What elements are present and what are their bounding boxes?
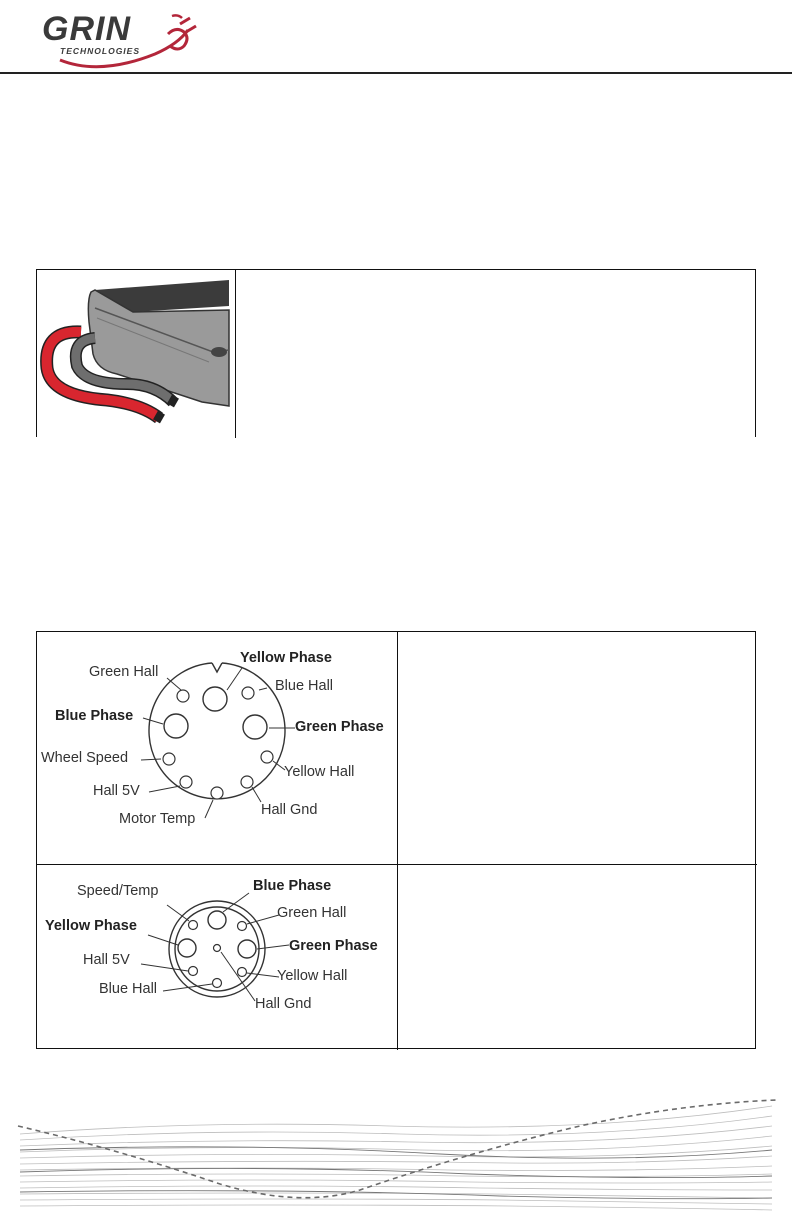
c2-blue-phase-label: Blue Phase — [253, 878, 332, 894]
controller-image-cell — [37, 270, 235, 438]
grin-logo — [40, 10, 200, 72]
connector-2-description-cell — [398, 865, 757, 1050]
c1-hall-5v-label: Hall 5V — [93, 783, 140, 799]
c2-yellow-hall-label: Yellow Hall — [277, 968, 348, 984]
c1-wheel-speed-label: Wheel Speed — [41, 750, 129, 766]
c1-hall-gnd-label: Hall Gnd — [261, 802, 318, 818]
controller-wire-table — [36, 269, 756, 437]
c2-hall-5v-label: Hall 5V — [83, 952, 130, 968]
connector-pinout-table — [36, 631, 756, 1049]
c2-hall-gnd-label: Hall Gnd — [255, 996, 312, 1012]
c1-yellow-phase-label: Yellow Phase — [240, 650, 332, 666]
connector-2-cell — [37, 865, 397, 1050]
header-rule — [0, 72, 792, 74]
page-header — [0, 0, 792, 76]
c1-blue-hall-label: Blue Hall — [275, 678, 334, 694]
c1-blue-phase-label: Blue Phase — [55, 708, 134, 724]
footer-wave-decoration — [0, 1080, 792, 1224]
c2-green-hall-label: Green Hall — [277, 905, 347, 921]
c2-blue-hall-label: Blue Hall — [99, 981, 158, 997]
plug-swoosh-icon — [40, 10, 200, 72]
connector-1-cell — [37, 632, 397, 864]
c1-motor-temp-label: Motor Temp — [119, 811, 196, 827]
logo-tagline: TECHNOLOGIES — [60, 46, 141, 56]
c1-yellow-hall-label: Yellow Hall — [284, 764, 355, 780]
connector-1-description-cell — [398, 632, 757, 864]
topographic-waves-graphic — [0, 1080, 792, 1224]
controller-with-wires-image — [37, 270, 235, 438]
controller-description-cell — [236, 270, 756, 438]
c1-green-phase-label: Green Phase — [295, 719, 384, 735]
logo-wordmark: GRIN — [42, 10, 131, 48]
c2-green-phase-label: Green Phase — [289, 938, 378, 954]
c1-green-hall-label: Green Hall — [89, 664, 159, 680]
c2-speed-temp-label: Speed/Temp — [77, 883, 159, 899]
c2-yellow-phase-label: Yellow Phase — [45, 918, 137, 934]
